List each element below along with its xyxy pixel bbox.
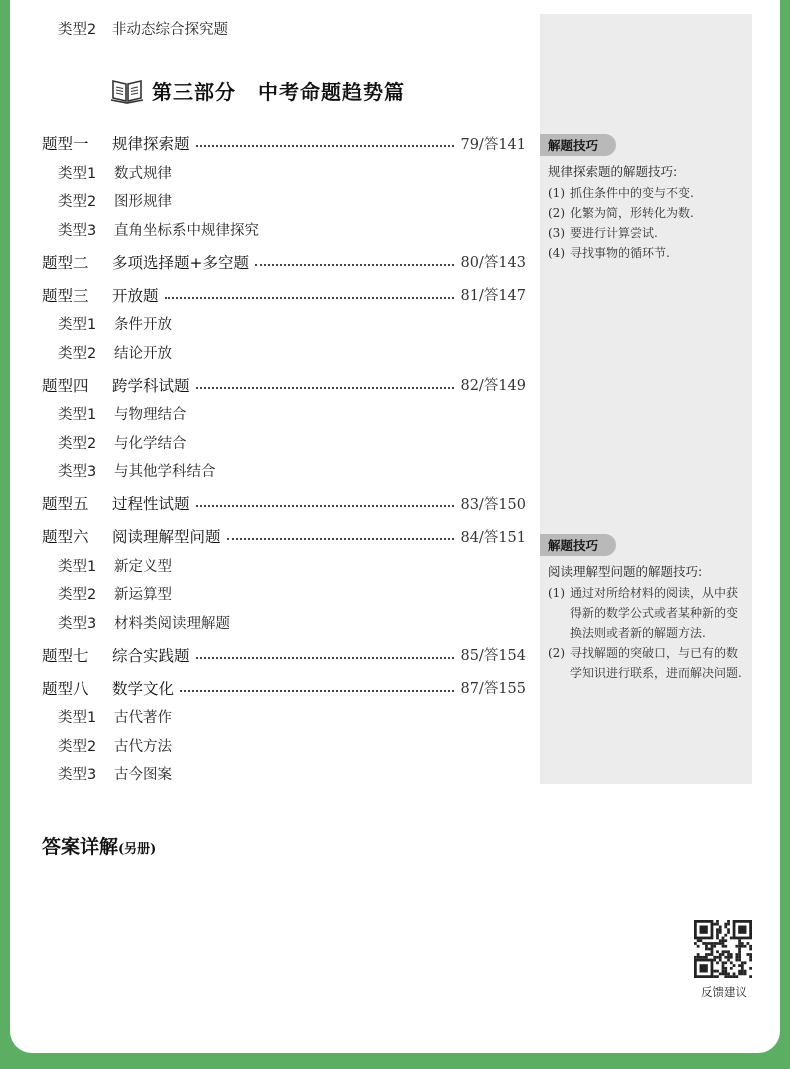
tip-item — [548, 643, 752, 683]
toc-main-item[interactable] — [42, 128, 526, 158]
page-number: 87/答155 — [460, 681, 526, 697]
dot-leader — [196, 657, 455, 659]
main-item-label: 题型六 — [42, 528, 89, 546]
sub-item-label: 类型2 — [58, 587, 97, 604]
sub-item-title: 直角坐标系中规律探究 — [114, 222, 259, 239]
sub-item-title: 与其他学科结合 — [114, 464, 216, 481]
toc-sub-item[interactable] — [42, 608, 526, 637]
section-heading — [110, 72, 405, 108]
table-of-contents — [42, 128, 526, 788]
sub-item-title: 图形规律 — [114, 194, 172, 211]
page-number: 83/答150 — [460, 496, 526, 513]
toc-sub-item[interactable] — [42, 428, 526, 457]
sub-item-title: 材料类阅读理解题 — [114, 615, 230, 632]
main-item-label: 题型四 — [42, 376, 89, 395]
toc-main-item[interactable] — [42, 247, 526, 277]
tip-item — [548, 223, 752, 243]
sub-item-label: 类型1 — [58, 558, 97, 575]
page-number: 85/答154 — [460, 648, 526, 664]
sub-item-title: 非动态综合探究题 — [112, 22, 228, 38]
toc-main-item[interactable] — [42, 488, 526, 518]
main-item-label: 题型八 — [42, 679, 89, 698]
main-item-title: 多项选择题+多空题 — [112, 253, 249, 272]
toc-main-item[interactable] — [42, 673, 526, 703]
sub-item-title: 古今图案 — [114, 767, 172, 784]
sub-item-label: 类型2 — [58, 738, 97, 755]
dot-leader — [165, 297, 455, 299]
tip-intro: 阅读理解型问题的解题技巧: — [548, 564, 703, 579]
answer-heading — [42, 832, 156, 859]
main-item-label: 题型五 — [42, 495, 89, 513]
toc-sub-item[interactable] — [42, 457, 526, 486]
toc-main-item[interactable] — [42, 640, 526, 670]
toc-sub-item[interactable] — [42, 731, 526, 760]
qr-code-icon[interactable] — [694, 920, 752, 978]
main-item-label: 题型三 — [42, 286, 89, 305]
dot-leader — [180, 690, 454, 692]
main-item-label: 题型二 — [42, 253, 89, 272]
sub-item-label: 类型1 — [58, 407, 97, 424]
tip-item-text: 通过对所给材料的阅读，从中获得新的数学公式或者某种新的变换法则或者新的解题方法. — [570, 586, 739, 640]
sub-item-label: 类型2 — [58, 345, 97, 362]
toc-sub-item[interactable] — [42, 187, 526, 216]
sub-item-title: 古代方法 — [114, 738, 172, 755]
tip-item-number: (4) — [548, 246, 565, 260]
page-number: 82/答149 — [460, 378, 526, 394]
main-item-label: 题型一 — [42, 135, 89, 153]
sub-item-label: 类型3 — [58, 464, 97, 481]
book-icon — [110, 76, 144, 104]
toc-main-item[interactable] — [42, 521, 526, 551]
page-number: 84/答151 — [460, 529, 526, 546]
sub-item-title: 数式规律 — [114, 165, 172, 182]
page-number: 80/答143 — [460, 255, 526, 271]
tip-item — [548, 203, 752, 223]
sub-item-label: 类型1 — [58, 165, 97, 182]
main-item-label: 题型七 — [42, 646, 89, 665]
tip-item — [548, 243, 752, 263]
sub-item-title: 新运算型 — [114, 587, 172, 604]
tip-item-number: (1) — [548, 586, 565, 600]
tip-intro: 规律探索题的解题技巧: — [548, 164, 678, 179]
sub-item-title: 新定义型 — [114, 558, 172, 575]
sub-item-label: 类型3 — [58, 767, 97, 784]
dot-leader — [196, 145, 455, 147]
toc-sub-item[interactable] — [42, 338, 526, 367]
section-part: 第三部分 — [152, 79, 236, 104]
toc-main-item[interactable] — [42, 370, 526, 400]
dot-leader — [196, 387, 455, 389]
sub-item-title: 条件开放 — [114, 317, 172, 334]
toc-sub-item[interactable] — [42, 310, 526, 339]
sub-item-label: 类型2 — [58, 22, 97, 38]
toc-sub-item[interactable] — [42, 158, 526, 187]
sub-item-title: 与化学结合 — [114, 435, 187, 452]
tip-box-1 — [540, 134, 752, 263]
main-item-title: 阅读理解型问题 — [112, 528, 221, 546]
main-item-title: 综合实践题 — [112, 646, 190, 665]
sub-item-title: 与物理结合 — [114, 407, 187, 424]
dot-leader — [227, 538, 455, 540]
page-number: 79/答141 — [460, 136, 526, 153]
sub-item-label: 类型1 — [58, 710, 97, 727]
dot-leader — [255, 264, 454, 266]
toc-sub-item[interactable] — [42, 703, 526, 732]
sub-item-label: 类型3 — [58, 615, 97, 632]
dot-leader — [196, 505, 455, 507]
sub-item-label: 类型1 — [58, 317, 97, 334]
main-item-title: 数学文化 — [112, 679, 175, 698]
toc-sub-item[interactable] — [42, 400, 526, 429]
sub-item-title: 古代著作 — [114, 710, 172, 727]
tip-item-number: (1) — [548, 186, 565, 200]
toc-sub-item[interactable] — [42, 215, 526, 244]
toc-sub-item[interactable] — [42, 551, 526, 580]
page-number: 81/答147 — [460, 288, 526, 304]
answer-note: (另册) — [118, 842, 157, 857]
tip-item-text: 抓住条件中的变与不变. — [570, 186, 694, 200]
tip-item-number: (3) — [548, 226, 565, 240]
toc-main-item[interactable] — [42, 280, 526, 310]
main-item-title: 开放题 — [112, 286, 159, 305]
tip-badge: 解题技巧 — [540, 534, 616, 556]
tip-item-number: (2) — [548, 646, 565, 660]
page — [10, 0, 780, 1053]
tip-item-number: (2) — [548, 206, 565, 220]
tip-item-text: 寻找事物的循环节. — [570, 246, 670, 260]
sub-item-title: 结论开放 — [114, 345, 172, 362]
tip-item-text: 要进行计算尝试. — [570, 226, 658, 240]
main-item-title: 跨学科试题 — [112, 376, 190, 395]
tip-item — [548, 183, 752, 203]
section-title: 中考命题趋势篇 — [258, 79, 405, 104]
sub-item-label: 类型2 — [58, 435, 97, 452]
main-item-title: 过程性试题 — [112, 495, 190, 513]
sub-item-label: 类型3 — [58, 222, 97, 239]
main-item-title: 规律探索题 — [112, 135, 190, 153]
tip-item-text: 化繁为简，形转化为数. — [570, 206, 694, 220]
toc-sub-item — [58, 18, 228, 39]
qr-label: 反馈建议 — [701, 985, 747, 999]
answer-title: 答案详解 — [42, 836, 119, 858]
sub-item-label: 类型2 — [58, 194, 97, 211]
tip-badge: 解题技巧 — [540, 134, 616, 156]
tip-box-2 — [540, 534, 752, 683]
tip-item-text: 寻找解题的突破口，与已有的数学知识进行联系，进而解决问题. — [570, 646, 742, 680]
toc-sub-item[interactable] — [42, 580, 526, 609]
toc-sub-item[interactable] — [42, 760, 526, 789]
tip-item — [548, 583, 752, 643]
